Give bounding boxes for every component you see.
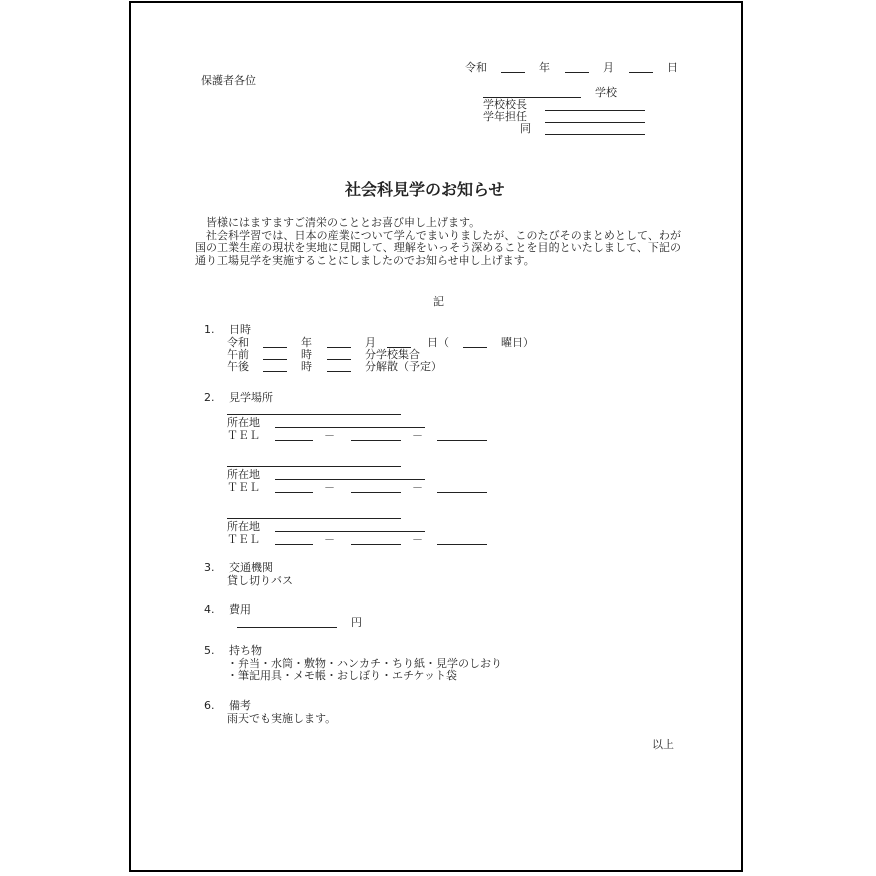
section5-number: 5.: [204, 644, 215, 657]
s1-year-blank[interactable]: [263, 347, 287, 348]
s1-pm-hour: 時: [301, 360, 312, 373]
place3-name-blank[interactable]: [227, 518, 401, 519]
cost-blank[interactable]: [237, 627, 337, 628]
intro-line1: 皆様にはますますご清栄のこととお喜び申し上げます。: [206, 216, 481, 229]
section6-number: 6.: [204, 699, 215, 712]
s1-month: 月: [365, 336, 376, 349]
date-era: 令和: [465, 61, 487, 74]
s1-am-hour: 時: [301, 348, 312, 361]
section2-number: 2.: [204, 391, 215, 404]
place2-address-label: 所在地: [227, 468, 260, 481]
section6-value: 雨天でも実施します。: [227, 712, 337, 725]
section1-number: 1.: [204, 323, 215, 336]
place1-tel-blank3[interactable]: [437, 440, 487, 441]
place3-tel-blank1[interactable]: [275, 544, 313, 545]
s1-era: 令和: [227, 336, 249, 349]
date-month-blank[interactable]: [565, 72, 589, 73]
section2-heading: 見学場所: [229, 391, 273, 404]
s1-dismiss: 分解散（予定）: [365, 360, 442, 373]
place2-tel-blank2[interactable]: [351, 492, 401, 493]
date-day-label: 日: [667, 61, 678, 74]
s1-assemble: 分学校集合: [365, 348, 420, 361]
section1-heading: 日時: [229, 323, 251, 336]
school-suffix: 学校: [595, 86, 617, 99]
page-title: 社会科見学のお知らせ: [345, 180, 505, 199]
section5-line2: ・筆記用具・メモ帳・おしぼり・エチケット袋: [227, 669, 458, 682]
closing: 以上: [652, 738, 674, 751]
section6-heading: 備考: [229, 699, 251, 712]
place1-tel-label: ＴＥＬ: [227, 429, 260, 442]
place1-dash1: －: [324, 429, 335, 442]
section5-heading: 持ち物: [229, 644, 262, 657]
place1-dash2: －: [412, 429, 423, 442]
date-year-blank[interactable]: [501, 72, 525, 73]
intro-line2: 社会科学習では、日本の産業について学んでまいりましたが、このたびそのまとめとして、わが国の工業生産の現状を実地に見聞して、理解をいっそう深めることを目的といたしまして、下記の通り工場見学を実施することにしましたのでお知らせ申し上げます。: [195, 228, 681, 267]
place1-address-blank[interactable]: [275, 427, 425, 428]
place2-tel-blank3[interactable]: [437, 492, 487, 493]
s1-am-hour-blank[interactable]: [263, 359, 287, 360]
principal-label: 学校校長: [483, 98, 527, 111]
homeroom-label: 学年担任: [483, 110, 527, 123]
place1-tel-blank1[interactable]: [275, 440, 313, 441]
place1-tel-blank2[interactable]: [351, 440, 401, 441]
place3-tel-blank2[interactable]: [351, 544, 401, 545]
s1-am-minute-blank[interactable]: [327, 359, 351, 360]
place2-name-blank[interactable]: [227, 466, 401, 467]
s1-weekday: 曜日）: [501, 336, 534, 349]
intro-paragraph: [195, 217, 681, 267]
place1-address-label: 所在地: [227, 416, 260, 429]
place3-address-label: 所在地: [227, 520, 260, 533]
s1-pm: 午後: [227, 360, 249, 373]
section4-heading: 費用: [229, 603, 251, 616]
s1-weekday-blank[interactable]: [463, 347, 487, 348]
s1-pm-hour-blank[interactable]: [263, 371, 287, 372]
document-page: [129, 1, 743, 872]
section3-number: 3.: [204, 561, 215, 574]
addressee: 保護者各位: [201, 74, 256, 87]
place3-tel-blank3[interactable]: [437, 544, 487, 545]
section3-heading: 交通機関: [229, 561, 273, 574]
place2-dash2: －: [412, 481, 423, 494]
place3-dash2: －: [412, 533, 423, 546]
principal-blank[interactable]: [545, 110, 645, 111]
date-month-label: 月: [603, 61, 614, 74]
place1-name-blank[interactable]: [227, 414, 401, 415]
date-day-blank[interactable]: [629, 72, 653, 73]
same-blank[interactable]: [545, 134, 645, 135]
place3-tel-label: ＴＥＬ: [227, 533, 260, 546]
place2-address-blank[interactable]: [275, 479, 425, 480]
place2-dash1: －: [324, 481, 335, 494]
section5-line1: ・弁当・水筒・敷物・ハンカチ・ちり紙・見学のしおり: [227, 657, 502, 670]
s1-am: 午前: [227, 348, 249, 361]
s1-month-blank[interactable]: [327, 347, 351, 348]
section4-number: 4.: [204, 603, 215, 616]
s1-pm-minute-blank[interactable]: [327, 371, 351, 372]
s1-year: 年: [301, 336, 312, 349]
section3-value: 貸し切りバス: [227, 574, 293, 587]
date-year-label: 年: [539, 61, 550, 74]
place3-dash1: －: [324, 533, 335, 546]
place2-tel-blank1[interactable]: [275, 492, 313, 493]
place3-address-blank[interactable]: [275, 531, 425, 532]
ki-label: 記: [433, 295, 444, 308]
homeroom-blank[interactable]: [545, 122, 645, 123]
s1-day: 日（: [427, 336, 449, 349]
place2-tel-label: ＴＥＬ: [227, 481, 260, 494]
cost-unit: 円: [351, 616, 362, 629]
same-label: 同: [520, 122, 531, 135]
